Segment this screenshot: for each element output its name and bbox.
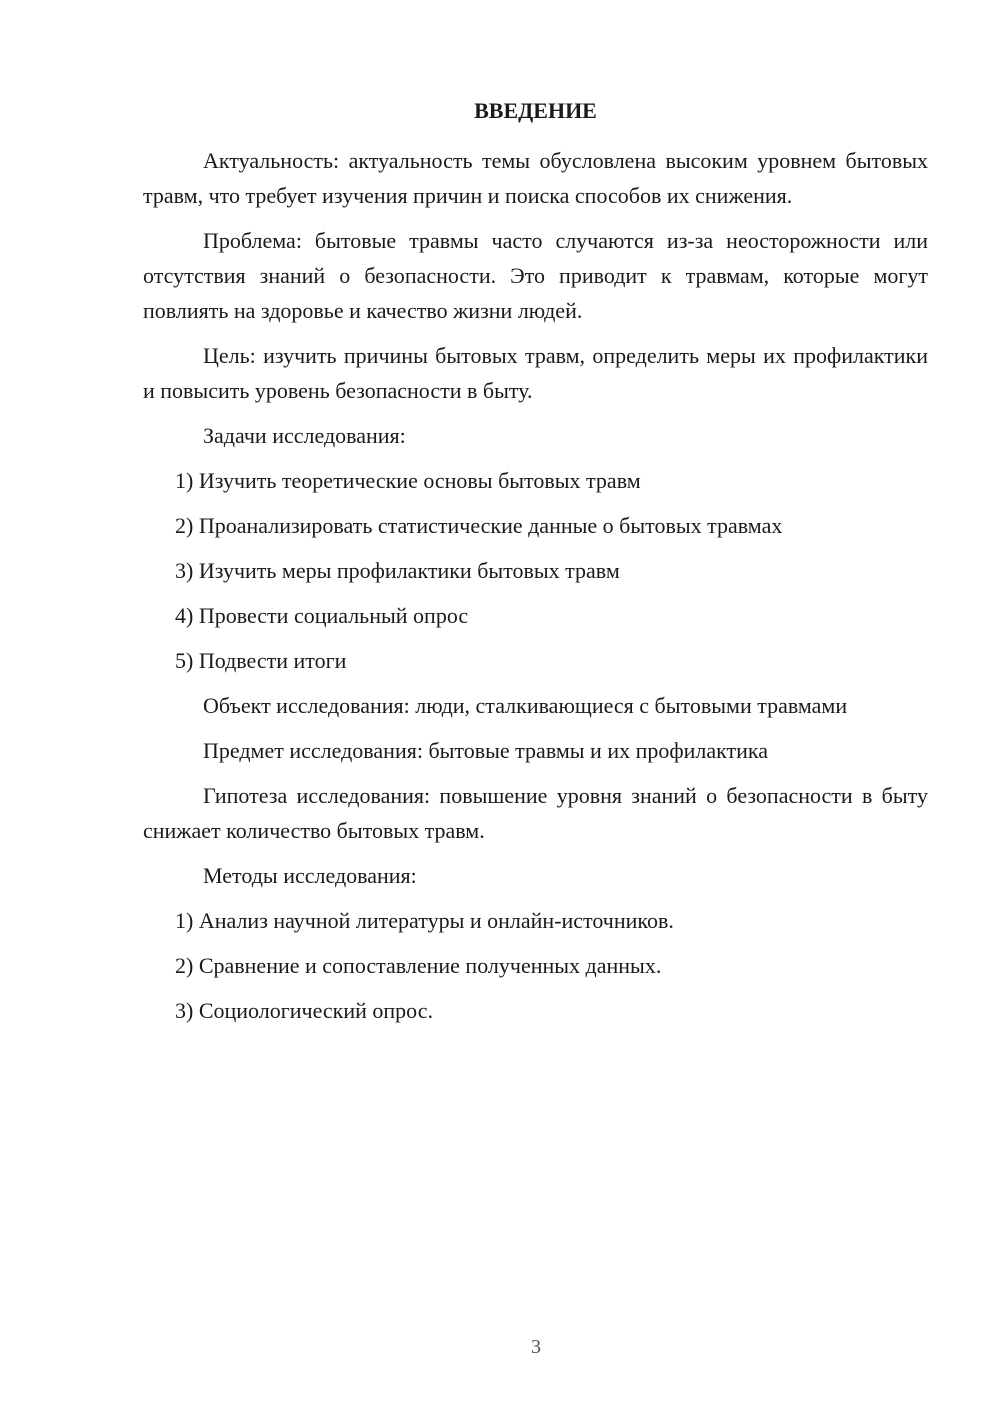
paragraph-relevance: Актуальность: актуальность темы обусловлена высоким уровнем бытовых травм, что требует изучения причин и поиска способов их снижения.	[143, 148, 928, 208]
list-item: 3) Социологический опрос.	[175, 998, 433, 1023]
page-title: ВВЕДЕНИЕ	[474, 98, 597, 123]
list-item: 5) Подвести итоги	[175, 648, 347, 673]
list-item: 1) Изучить теоретические основы бытовых травм	[175, 468, 641, 493]
methods-list	[143, 903, 928, 1028]
tasks-list	[143, 463, 928, 678]
paragraph-hypothesis: Гипотеза исследования: повышение уровня знаний о безопасности в быту снижает количество бытовых травм.	[143, 783, 928, 843]
methods-heading: Методы исследования:	[203, 863, 417, 888]
page-number: 3	[531, 1336, 541, 1358]
paragraph-problem: Проблема: бытовые травмы часто случаются из-за неосторожности или отсутствия знаний о безопасности. Это приводит к травмам, которые могут повлиять на здоровье и качество жизни людей.	[143, 228, 928, 323]
paragraph-object: Объект исследования: люди, сталкивающиеся с бытовыми травмами	[203, 693, 848, 718]
list-item: 2) Проанализировать статистические данные о бытовых травмах	[175, 513, 783, 538]
list-item: 2) Сравнение и сопоставление полученных данных.	[175, 953, 662, 978]
paragraph-subject: Предмет исследования: бытовые травмы и их профилактика	[203, 738, 769, 763]
document-body	[143, 143, 928, 1038]
list-item: 3) Изучить меры профилактики бытовых травм	[175, 558, 620, 583]
list-item: 1) Анализ научной литературы и онлайн-источников.	[175, 908, 674, 933]
tasks-heading: Задачи исследования:	[203, 423, 406, 448]
list-item: 4) Провести социальный опрос	[175, 603, 469, 628]
paragraph-goal: Цель: изучить причины бытовых травм, определить меры их профилактики и повысить уровень безопасности в быту.	[143, 343, 928, 403]
